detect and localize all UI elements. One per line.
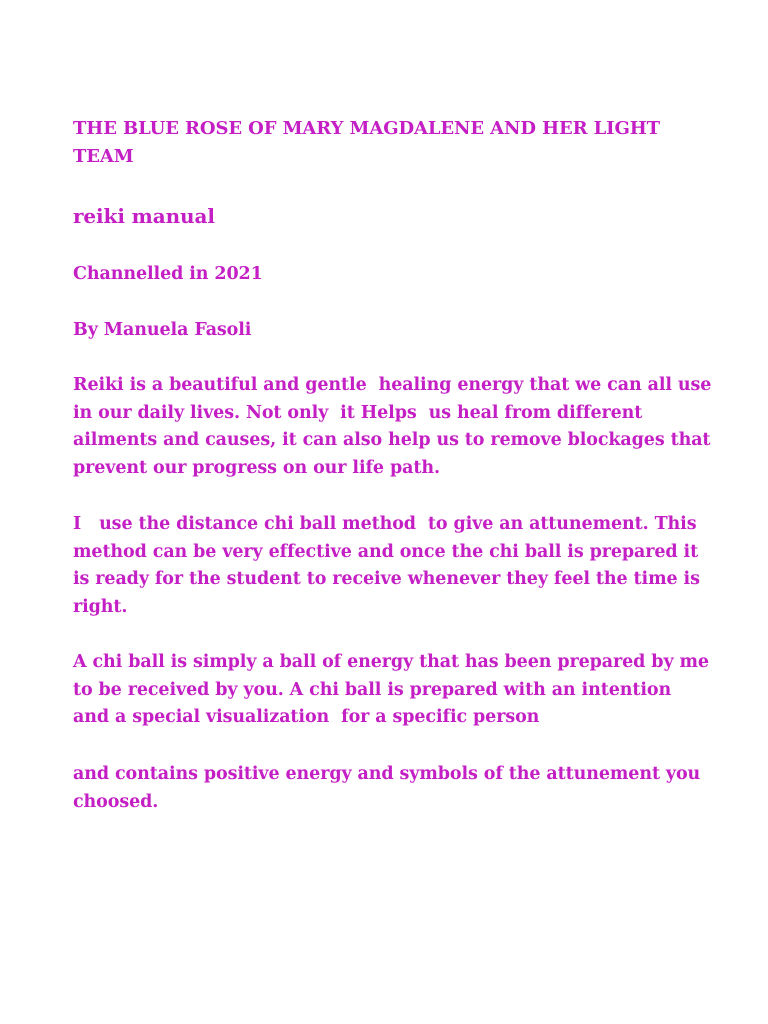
- paragraph-chi-ball-method: I use the distance chi ball method to give an attunement. This method can be very effective and once the chi ball is prepared it is ready for the student to receive whenever they feel the time is right.: [73, 514, 706, 617]
- paragraph-reiki-intro: Reiki is a beautiful and gentle healing energy that we can all use in our daily lives. Not only it Helps us heal from different ailments and causes, it can also help us to remove blockages that prevent our progress on our life path.: [73, 375, 718, 478]
- paragraph-chi-ball-definition: A chi ball is simply a ball of energy that has been prepared by me to be received by you. A chi ball is prepared with an intention and a special visualization for a specific person: [73, 652, 715, 727]
- paragraph-chi-ball-contents: and contains positive energy and symbols of the attunement you choosed.: [73, 764, 707, 812]
- document-subtitle: reiki manual: [73, 204, 215, 228]
- author-line: By Manuela Fasoli: [73, 320, 252, 340]
- channelled-date: Channelled in 2021: [73, 264, 263, 284]
- document-title: THE BLUE ROSE OF MARY MAGDALENE AND HER LIGHT TEAM: [73, 118, 660, 167]
